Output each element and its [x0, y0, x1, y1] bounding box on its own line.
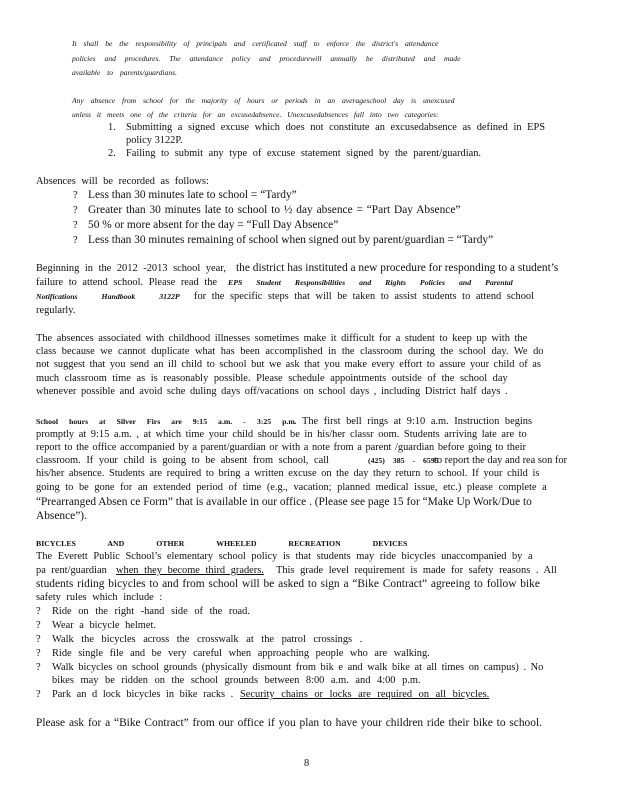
illness-line-1: The absences associated with childhood illnesses sometimes make it difficult for a student to keep up with the [36, 333, 528, 344]
illness-line-2: class because we cannot duplicate what has been accomplished in the classroom during the school day. We do [36, 346, 544, 357]
bike-rule-cont: bikes may be ridden on the school grounds between 8:00 a.m. and 4:00 p.m. [52, 675, 421, 686]
rule-bullet: ? [36, 648, 41, 659]
school-hours-line-5: his/her absence. Students are required to bring a written excuse on the day they return to school. If your child is [36, 468, 540, 479]
third-grade-requirement: when they become third graders. [116, 565, 264, 576]
school-hours-line-4a: classroom. If your child is going to be absent from school, call [36, 455, 329, 466]
unexcused-line-1: Any absence from school for the majority of hours or periods in an averageschool day is unexcused [72, 96, 455, 105]
school-hours-line-2: promptly at 9:15 a.m. , at which time your child should be in his/her classr oom. Students arriving late are to [36, 429, 527, 440]
procedure-line-4: regularly. [36, 305, 76, 316]
bicycles-line-1: The Everett Public School’s elementary school policy is that students may ride bicycles unaccompanied by a [36, 551, 533, 562]
bullet-marker: ? [73, 235, 78, 246]
intro-line-3: available to parents/guardians. [72, 68, 177, 77]
handbook-title: EPS Student Responsibilities and Rights Policies and Parental [228, 278, 513, 287]
bicycles-line-2a: pa rent/guardian [36, 565, 107, 576]
school-hours-line-3: report to the office accompanied by a parent/guardian or with a note from a parent /guardian before going to their [36, 442, 526, 453]
rule-bullet: ? [36, 620, 41, 631]
intro-line-2: policies and procedures. The attendance policy and procedurewill annually be distributed and made [72, 54, 461, 63]
school-hours-line-1: . The first bell rings at 9:10 a.m. Instruction begins [294, 416, 533, 427]
rule-bullet: ? [36, 689, 41, 700]
bullet-item: 50 % or more absent for the day = “Full Day Absence” [88, 219, 339, 231]
school-hours-lead: School hours at Silver Firs are 9:15 a.m. - 3:25 p.m [36, 417, 295, 426]
bullet-marker: ? [73, 220, 78, 231]
rule-bullet: ? [36, 634, 41, 645]
page-number: 8 [304, 758, 310, 769]
phone-number: (425) 385 - 6595 [368, 456, 439, 465]
handbook-title-cont: Notifications Handbook 3122P [36, 292, 180, 301]
school-hours-line-4c: to report the day and rea son for [434, 455, 568, 466]
numbered-item-number: 2. [108, 148, 116, 159]
numbered-item-number: 1. [108, 122, 116, 133]
bicycles-line-3: students riding bicycles to and from school will be asked to sign a “Bike Contract” agreeing to follow bike [36, 578, 540, 590]
bullet-item: Less than 30 minutes remaining of school when signed out by parent/guardian = “Tardy” [88, 234, 494, 246]
bullet-marker: ? [73, 190, 78, 201]
school-hours-line-7: “Prearranged Absen ce Form” that is available in our office . (Please see page 15 for “Make Up Work/Due to [36, 496, 532, 508]
procedure-line-3: for the specific steps that will be taken to assist students to attend school [194, 291, 534, 302]
bullet-item: Less than 30 minutes late to school = “Tardy” [88, 189, 297, 201]
school-hours-line-8: Absence”). [36, 510, 87, 522]
illness-line-5: whenever possible and avoid sche duling days off/vacations on school days , including District half days . [36, 386, 508, 397]
illness-line-3: not suggest that you send an ill child to school but we ask that you make every effort to assure your child of as [36, 359, 541, 370]
procedure-line-2: failure to attend school. Please read the [36, 277, 218, 288]
bicycles-line-2c: This grade level requirement is made for safety reasons . All [276, 565, 557, 576]
bike-rule: Walk bicycles on school grounds (physically dismount from bik e and walk bike at all times on campus) . No [52, 662, 544, 673]
numbered-item-text: Submitting a signed excuse which does not constitute an excusedabsence as defined in EPS [126, 122, 546, 133]
illness-line-4: much classroom time as is reasonably possible. Please schedule appointments outside of the school day [36, 373, 508, 384]
rule-bullet: ? [36, 606, 41, 617]
intro-line-1: It shall be the responsibility of principals and certificated staff to enforce the district's attendance [72, 39, 439, 48]
lock-requirement: Security chains or locks are required on all bicycles. [240, 689, 490, 700]
bike-rule: Park an d lock bicycles in bike racks . [52, 689, 234, 700]
bicycles-heading: BICYCLES AND OTHER WHEELED RECREATION DEVICES [36, 539, 408, 548]
bike-rule: Wear a bicycle helmet. [52, 620, 156, 631]
rule-bullet: ? [36, 662, 41, 673]
procedure-line-1b: the district has instituted a new procedure for responding to a student’s [236, 262, 559, 274]
bike-rule: Walk the bicycles across the crosswalk at the patrol crossings . [52, 634, 363, 645]
unexcused-line-2: unless it meets one of the criteria for an excusedabsence. Unexcusedabsences fall into two categories: [72, 110, 439, 119]
numbered-item-text-cont: policy 3122P. [126, 135, 183, 146]
bullet-item: Greater than 30 minutes late to school to ½ day absence = “Part Day Absence” [88, 204, 461, 216]
bicycles-line-4: safety rules which include : [36, 592, 163, 603]
bike-rule: Ride single file and be very careful when approaching people who are walking. [52, 648, 430, 659]
absences-heading: Absences will be recorded as follows: [36, 176, 209, 187]
procedure-line-1a: Beginning in the 2012 -2013 school year, [36, 263, 226, 274]
numbered-item-text: Failing to submit any type of excuse statement signed by the parent/guardian. [126, 148, 482, 159]
bike-rule: Ride on the right -hand side of the road. [52, 606, 250, 617]
school-hours-line-6: going to be gone for an extended period of time (e.g., vacation; planned medical issue, etc.) please complete a [36, 482, 547, 493]
bike-contract-closing: Please ask for a “Bike Contract” from our office if you plan to have your children ride their bike to school. [36, 717, 542, 729]
bullet-marker: ? [73, 205, 78, 216]
